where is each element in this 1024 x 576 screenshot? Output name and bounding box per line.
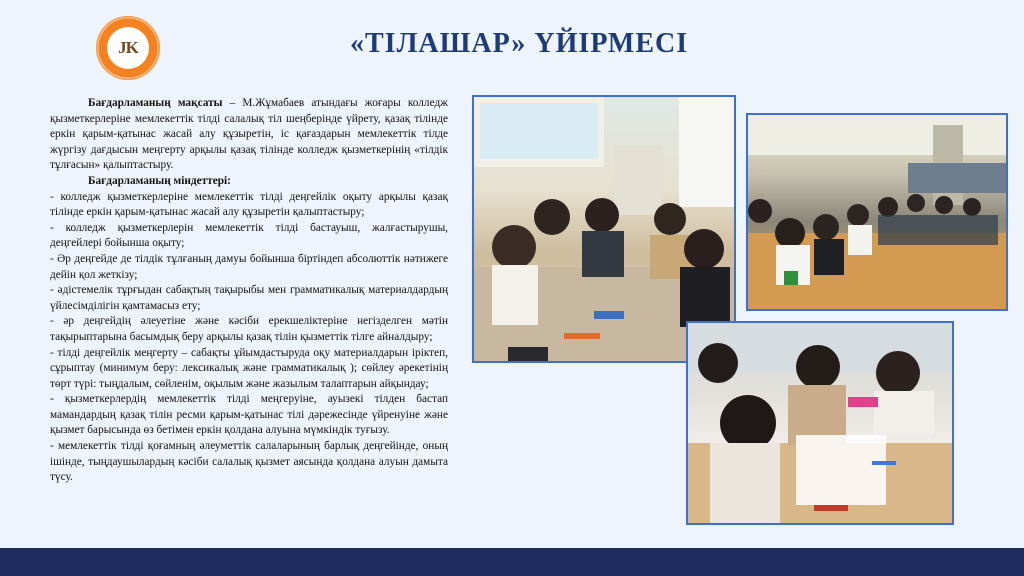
page-title: «ТІЛАШАР» ҮЙІРМЕСІ [350,28,689,59]
tasks-heading: Бағдарламаның міндеттері: [88,174,231,187]
footer-bar [0,548,1024,576]
task-item: - мемлекеттік тілді қоғамның әлеуметтік салаларының барлық деңгейінде, оның ішінде, тыңдаушылардың кәсіби салалық қызмет аясында қолдана алуын дамыта түсу. [50,440,448,484]
task-item: - колледж қызметкерлерін мемлекеттік тілді бастауыш, жалғастырушы, деңгейлері бойынша оқыту; [50,221,448,250]
task-item: - әр деңгейдің әлеуетіне және кәсіби ерекшеліктеріне негізделген мәтін тақырыптарына басымдық беру арқылы қазақ тілін қызметтік тілге айналдыру; [50,315,448,343]
college-logo [96,16,160,80]
photo-students-drawing [686,321,954,525]
task-item: - әдістемелік тұрғыдан сабақтың тақырыбы мен грамматикалық материалдардың үйлесімділігін қамтамасыз ету; [50,284,448,312]
task-item: - колледж қызметкерлеріне мемлекеттік тілді деңгейлік оқыту арқылы қазақ тілінде еркін қарым-қатынас жасай алу құзыретін қалыптастыру; [50,190,448,219]
goal-paragraph [50,96,448,174]
photo-students-in-circle [746,113,1008,311]
photo-2-illustration [748,115,1006,309]
program-description [50,96,448,486]
tasks-heading-line [50,174,448,190]
logo-monogram: JK [107,27,149,69]
goal-text: – М.Жұмабаев атындағы жоғары колледж қызметкерлеріне мемлекеттік тілді салалық тіл шеңберінде үйрету, қазақ тілінде еркін қарым-қатынас жасай алу құзыретін, іс қағаздарын мемлекеттік тілде жүргізу дағдысын меңгерту арқылы қазақ тілінде колледж қызметкерінің «тілдік тұлғасын» қалыптастыру. [50,97,448,172]
goal-heading: Бағдарламаның мақсаты [88,97,223,109]
photo-3-illustration [688,323,952,523]
task-item: - тілді деңгейлік меңгерту – сабақты ұйымдастыруда оқу материалдарын іріктеп, сұрыптау (минимум беру: лексикалық және грамматикалық ); сөйлеу әрекетінің төрт түрі: тыңдалым, сөйленім, оқылым және жазылым талаптарын айқындау; [50,346,448,390]
task-item: - Әр деңгейде де тілдік тұлғаның дамуы бойынша біртіндеп абсолюттік нәтижеге дейін қол жеткізу; [50,252,448,281]
task-item: - қызметкерлердің мемлекеттік тілді меңгеруіне, ауызекі тілден бастап мамандардың қазақ тілін ресми қарым-қатынас тілі дәрежесінде үйренуіне және қызмет барысында өз бетімен еркін қолдана алуына мүмкіндік туғызу. [50,393,448,437]
